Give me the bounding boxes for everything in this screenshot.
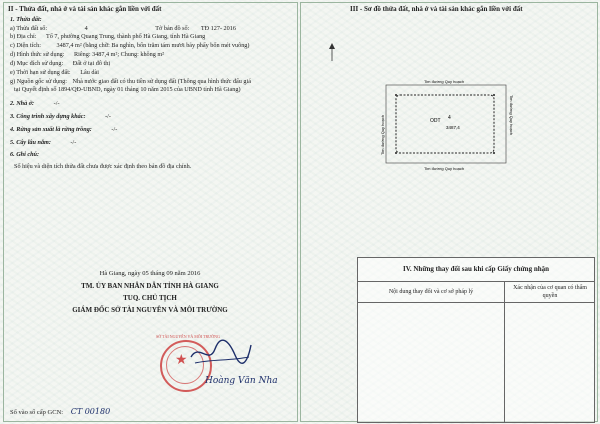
purpose-row: đ) Mục đích sử dụng: Đất ở tại đô thị bbox=[10, 60, 111, 67]
plot-number-label: 4 bbox=[448, 115, 451, 121]
note-heading: 6. Ghi chú: bbox=[10, 151, 40, 158]
house-row: 2. Nhà ở: -/- bbox=[10, 100, 60, 107]
section-iii-title: III - Sơ đồ thửa đất, nhà ở và tài sản khác gắn liền với đất bbox=[350, 5, 523, 13]
changes-table bbox=[357, 257, 595, 423]
corner-points bbox=[395, 94, 495, 154]
authority-line-3: GIÁM ĐỐC SỞ TÀI NGUYÊN VÀ MÔI TRƯỜNG bbox=[72, 306, 228, 314]
area-row: c) Diện tích: 3487,4 m² (bằng chữ: Ba nghìn, bốn trăm tám mươi bảy phẩy bốn mét vuông) bbox=[10, 42, 250, 49]
road-outline bbox=[386, 85, 506, 163]
road-bottom-label: Tim đường Quy hoạch bbox=[424, 166, 465, 171]
forest-row: 4. Rừng sản xuất là rừng trồng: -/- bbox=[10, 126, 118, 133]
changes-column bbox=[358, 282, 505, 422]
parcel-number-row: a) Thửa đất số: 4 Tờ bản đồ số: TĐ 127- 2016 bbox=[10, 25, 236, 32]
confirm-column bbox=[505, 282, 595, 422]
issue-date: Hà Giang, ngày 05 tháng 09 năm 2016 bbox=[99, 270, 201, 277]
term-row: e) Thời hạn sử dụng đất: Lâu dài bbox=[10, 69, 99, 76]
parcel-boundary bbox=[396, 95, 494, 153]
origin-row: g) Nguồn gốc sử dụng: Nhà nước giao đất có thu tiền sử dụng đất (Thông qua hình thức đấu giá bbox=[10, 78, 251, 85]
signer-name: Hoàng Văn Nha bbox=[205, 376, 278, 386]
authority-line-2: TUQ. CHỦ TỊCH bbox=[123, 294, 177, 302]
plot-area-label: 3487,4 bbox=[446, 125, 460, 130]
stamp-text: SỞ TÀI NGUYÊN VÀ MÔI TRƯỜNG bbox=[156, 334, 220, 339]
note-text: Số hiệu và diện tích thửa đất chưa được xác định theo bản đồ địa chính. bbox=[14, 163, 192, 170]
use-form-row: d) Hình thức sử dụng: Riêng: 3487,4 m²; Chung: không m² bbox=[10, 51, 165, 58]
north-arrow-icon bbox=[329, 43, 335, 61]
road-right-label: Tim đường Quy hoạch bbox=[509, 95, 514, 136]
stamp-star-icon: ★ bbox=[175, 353, 188, 368]
origin-row-2: tại Quyết định số 1894/QĐ-UBND, ngày 01 tháng 10 năm 2015 của UBND tỉnh Hà Giang) bbox=[14, 86, 241, 93]
road-left-label: Tim đường Quy hoạch bbox=[380, 114, 385, 155]
register-row: Số vào sổ cấp GCN: CT 00180 bbox=[10, 407, 111, 416]
road-top-label: Tim đường Quy hoạch bbox=[424, 79, 465, 84]
authority-line-1: TM. ỦY BAN NHÂN DÂN TỈNH HÀ GIANG bbox=[81, 282, 219, 290]
construction-row: 3. Công trình xây dựng khác: -/- bbox=[10, 113, 111, 120]
section-ii-title: II - Thửa đất, nhà ở và tài sản khác gắn liền với đất bbox=[8, 5, 162, 13]
section-iv-title: IV. Những thay đổi sau khi cấp Giấy chứng nhận bbox=[358, 258, 594, 282]
parcel-heading: 1. Thửa đất: bbox=[10, 16, 42, 23]
col-header-confirm: Xác nhận của cơ quan có thẩm quyền bbox=[513, 285, 587, 299]
perennial-row: 5. Cây lâu năm: -/- bbox=[10, 139, 77, 146]
signature-scribble bbox=[185, 335, 255, 375]
col-header-changes: Nội dung thay đổi và cơ sở pháp lý bbox=[388, 289, 474, 295]
address-row: b) Địa chỉ: Tổ 7, phường Quang Trung, thành phố Hà Giang, tỉnh Hà Giang bbox=[10, 33, 206, 40]
parcel-map bbox=[300, 15, 596, 255]
plot-type-label: ODT bbox=[430, 118, 441, 124]
